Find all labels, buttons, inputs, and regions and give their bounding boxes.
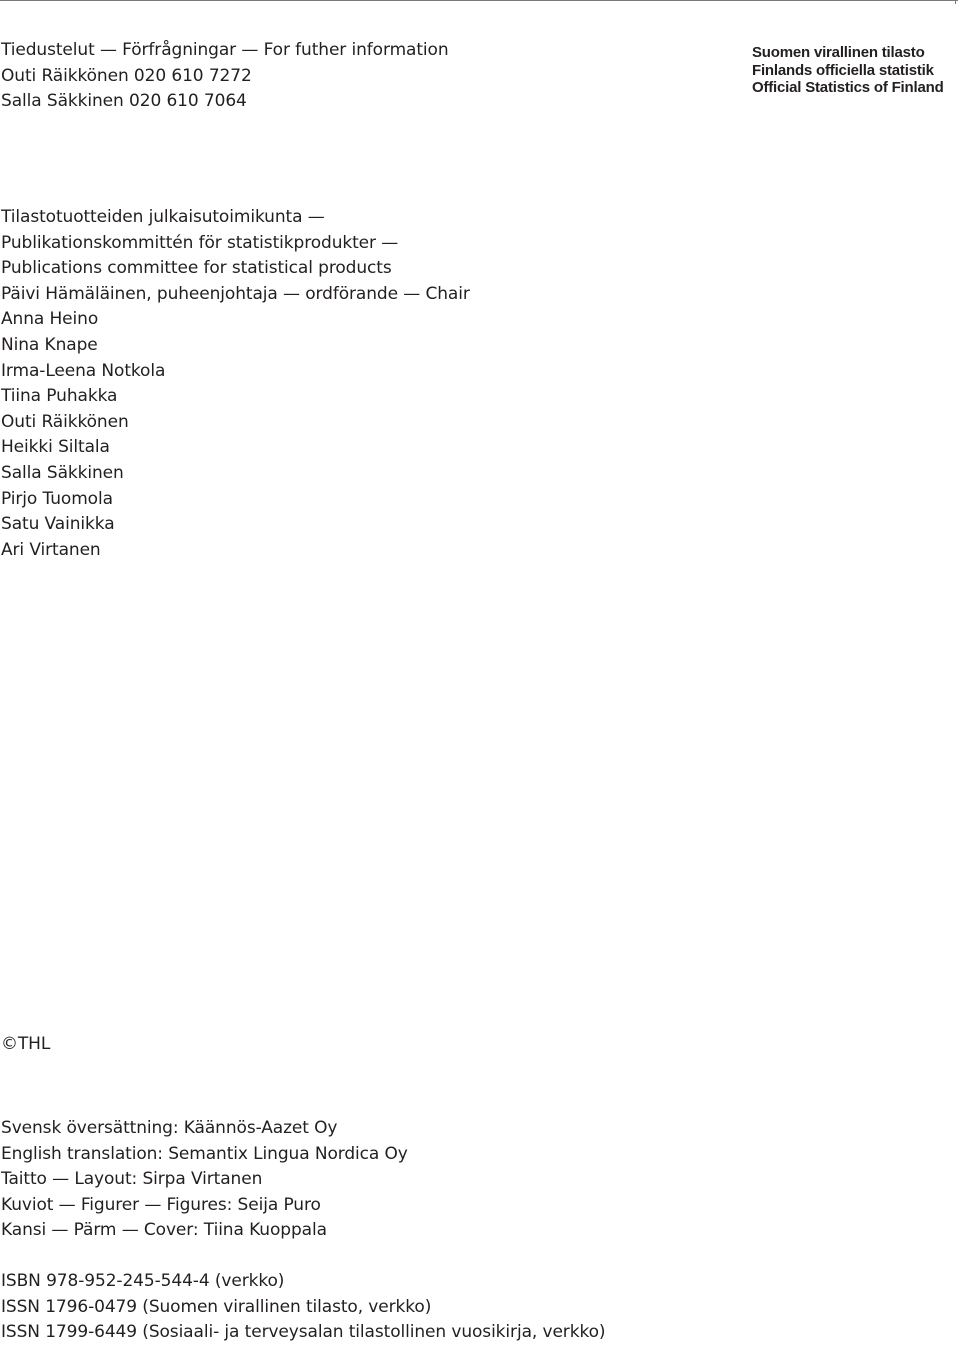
committee-title-fi: Tilastotuotteiden julkaisutoimikunta — <box>1 207 325 227</box>
contact-info <box>1 38 449 115</box>
committee-member: Ari Virtanen <box>1 539 101 560</box>
credit-figures: Kuviot — Figurer — Figures: Seija Puro <box>1 1194 321 1215</box>
issn-line: ISSN 1799-6449 (Sosiaali- ja terveysalan tilastollinen vuosikirja, verkko) <box>1 1322 606 1343</box>
top-rule <box>0 0 958 1</box>
issn-line: ISSN 1796-0479 (Suomen virallinen tilasto, verkko) <box>1 1296 432 1317</box>
committee-member: Salla Säkkinen <box>1 462 124 483</box>
committee-member: Satu Vainikka <box>1 514 115 535</box>
logo-line-sv: Finlands officiella statistik <box>752 61 934 79</box>
copyright-text: ©THL <box>1 1034 51 1054</box>
committee-member: Heikki Siltala <box>1 437 110 458</box>
committee-member: Outi Räikkönen <box>1 411 129 432</box>
committee-member: Anna Heino <box>1 309 99 330</box>
publications-committee <box>1 205 470 563</box>
contact-person: Salla Säkkinen 020 610 7064 <box>1 91 247 112</box>
credit-cover: Kansi — Pärm — Cover: Tiina Kuoppala <box>1 1220 327 1241</box>
committee-title-en: Publications committee for statistical products <box>1 258 392 279</box>
credit-swedish-translation: Svensk översättning: Käännös-Aazet Oy <box>1 1118 338 1138</box>
committee-member: Nina Knape <box>1 334 98 355</box>
official-statistics-logo <box>752 44 944 97</box>
production-credits <box>1 1116 408 1244</box>
isbn-issn-block <box>1 1269 605 1346</box>
top-rule-end-tick <box>955 0 956 4</box>
credit-english-translation: English translation: Semantix Lingua Nordica Oy <box>1 1143 408 1164</box>
committee-member: Irma-Leena Notkola <box>1 360 166 381</box>
committee-member: Tiina Puhakka <box>1 386 118 407</box>
contact-person: Outi Räikkönen 020 610 7272 <box>1 65 252 86</box>
committee-chair: Päivi Hämäläinen, puheenjohtaja — ordförande — Chair <box>1 283 470 304</box>
logo-line-fi: Suomen virallinen tilasto <box>752 44 925 61</box>
committee-title-sv: Publikationskommittén för statistikprodukter — <box>1 232 399 253</box>
credit-layout: Taitto — Layout: Sirpa Virtanen <box>1 1169 263 1190</box>
logo-line-en: Official Statistics of Finland <box>752 79 944 96</box>
copyright-notice <box>1 1032 50 1058</box>
committee-member: Pirjo Tuomola <box>1 488 113 509</box>
contact-heading: Tiedustelut — Förfrågningar — For futher information <box>1 40 449 60</box>
isbn-line: ISBN 978-952-245-544-4 (verkko) <box>1 1271 285 1291</box>
